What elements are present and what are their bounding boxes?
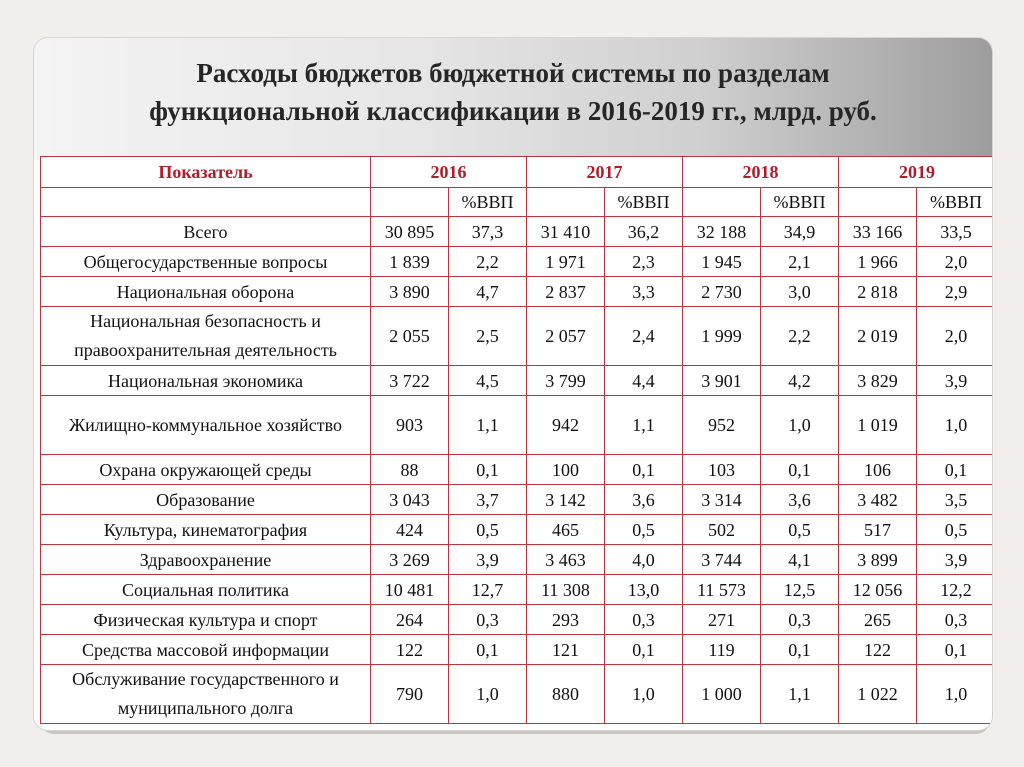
table-row: [41, 635, 993, 665]
table-row: [41, 605, 993, 635]
value-cell-pct-gdp: 0,1: [917, 455, 993, 485]
value-cell-amount: 1 999: [683, 307, 761, 366]
row-label: Образование: [41, 485, 371, 515]
value-cell-pct-gdp: 1,0: [917, 665, 993, 724]
header-row-units: [41, 188, 993, 217]
value-cell-amount: 880: [527, 665, 605, 724]
value-cell-pct-gdp: 3,0: [761, 277, 839, 307]
value-cell-pct-gdp: 3,3: [605, 277, 683, 307]
value-cell-amount: 32 188: [683, 217, 761, 247]
slide-title-line-1: Расходы бюджетов бюджетной системы по разделам: [196, 58, 830, 88]
value-cell-amount: 1 945: [683, 247, 761, 277]
value-cell-amount: 11 308: [527, 575, 605, 605]
value-cell-pct-gdp: 1,0: [761, 396, 839, 455]
value-cell-pct-gdp: 0,1: [917, 635, 993, 665]
value-cell-pct-gdp: 0,1: [449, 455, 527, 485]
value-cell-amount: 424: [371, 515, 449, 545]
row-label: Здравоохранение: [41, 545, 371, 575]
value-cell-amount: 1 019: [839, 396, 917, 455]
row-label: Национальная безопасность и правоохранительная деятельность: [41, 307, 371, 366]
value-cell-amount: 1 839: [371, 247, 449, 277]
value-cell-pct-gdp: 36,2: [605, 217, 683, 247]
value-cell-amount: 3 269: [371, 545, 449, 575]
value-cell-pct-gdp: 13,0: [605, 575, 683, 605]
slide-title: [34, 54, 992, 130]
value-cell-amount: 3 901: [683, 366, 761, 396]
value-cell-pct-gdp: 0,1: [605, 635, 683, 665]
table-row: [41, 485, 993, 515]
pct-gdp-header: %ВВП: [449, 188, 527, 217]
value-cell-pct-gdp: 12,7: [449, 575, 527, 605]
value-cell-amount: 88: [371, 455, 449, 485]
row-label: Социальная политика: [41, 575, 371, 605]
value-cell-amount: 3 744: [683, 545, 761, 575]
empty-header-cell: [371, 188, 449, 217]
value-cell-amount: 3 482: [839, 485, 917, 515]
value-cell-amount: 3 722: [371, 366, 449, 396]
table-row: [41, 665, 993, 724]
value-cell-pct-gdp: 2,4: [605, 307, 683, 366]
value-cell-amount: 265: [839, 605, 917, 635]
value-cell-amount: 2 818: [839, 277, 917, 307]
value-cell-amount: 264: [371, 605, 449, 635]
value-cell-amount: 3 314: [683, 485, 761, 515]
value-cell-pct-gdp: 1,0: [605, 665, 683, 724]
table-row: [41, 247, 993, 277]
value-cell-pct-gdp: 0,3: [449, 605, 527, 635]
table-row: [41, 366, 993, 396]
value-cell-amount: 2 057: [527, 307, 605, 366]
value-cell-pct-gdp: 0,5: [761, 515, 839, 545]
value-cell-amount: 3 043: [371, 485, 449, 515]
pct-gdp-header: %ВВП: [761, 188, 839, 217]
row-label: Физическая культура и спорт: [41, 605, 371, 635]
value-cell-pct-gdp: 0,3: [605, 605, 683, 635]
value-cell-amount: 31 410: [527, 217, 605, 247]
value-cell-amount: 2 019: [839, 307, 917, 366]
value-cell-pct-gdp: 3,9: [449, 545, 527, 575]
slide-title-line-2: функциональной классификации в 2016-2019 гг., млрд. руб.: [149, 96, 877, 126]
value-cell-amount: 1 966: [839, 247, 917, 277]
value-cell-amount: 11 573: [683, 575, 761, 605]
pct-gdp-header: %ВВП: [605, 188, 683, 217]
value-cell-pct-gdp: 3,9: [917, 545, 993, 575]
pct-gdp-header: %ВВП: [917, 188, 993, 217]
value-cell-amount: 3 463: [527, 545, 605, 575]
value-cell-amount: 122: [371, 635, 449, 665]
row-label: Национальная экономика: [41, 366, 371, 396]
value-cell-pct-gdp: 0,1: [449, 635, 527, 665]
value-cell-pct-gdp: 2,1: [761, 247, 839, 277]
value-cell-amount: 12 056: [839, 575, 917, 605]
value-cell-amount: 1 000: [683, 665, 761, 724]
value-cell-amount: 30 895: [371, 217, 449, 247]
row-label: Средства массовой информации: [41, 635, 371, 665]
value-cell-amount: 121: [527, 635, 605, 665]
value-cell-amount: 122: [839, 635, 917, 665]
value-cell-amount: 10 481: [371, 575, 449, 605]
value-cell-amount: 790: [371, 665, 449, 724]
value-cell-pct-gdp: 0,1: [761, 635, 839, 665]
value-cell-amount: 942: [527, 396, 605, 455]
value-cell-amount: 1 971: [527, 247, 605, 277]
value-cell-pct-gdp: 4,4: [605, 366, 683, 396]
value-cell-pct-gdp: 37,3: [449, 217, 527, 247]
value-cell-pct-gdp: 0,5: [605, 515, 683, 545]
value-cell-amount: 517: [839, 515, 917, 545]
year-header-2019: 2019: [839, 157, 993, 188]
value-cell-amount: 3 890: [371, 277, 449, 307]
table-row: [41, 575, 993, 605]
slide: [34, 38, 992, 730]
value-cell-pct-gdp: 4,5: [449, 366, 527, 396]
table-row: [41, 545, 993, 575]
value-cell-pct-gdp: 1,0: [449, 665, 527, 724]
value-cell-amount: 2 055: [371, 307, 449, 366]
value-cell-pct-gdp: 3,6: [605, 485, 683, 515]
row-label: Обслуживание государственного и муниципального долга: [41, 665, 371, 724]
value-cell-amount: 119: [683, 635, 761, 665]
value-cell-amount: 103: [683, 455, 761, 485]
value-cell-pct-gdp: 2,9: [917, 277, 993, 307]
value-cell-amount: 33 166: [839, 217, 917, 247]
table-row: [41, 515, 993, 545]
value-cell-pct-gdp: 34,9: [761, 217, 839, 247]
year-header-2016: 2016: [371, 157, 527, 188]
table-row: [41, 217, 993, 247]
value-cell-amount: 1 022: [839, 665, 917, 724]
value-cell-pct-gdp: 2,0: [917, 247, 993, 277]
value-cell-amount: 3 829: [839, 366, 917, 396]
value-cell-pct-gdp: 12,2: [917, 575, 993, 605]
value-cell-amount: 106: [839, 455, 917, 485]
row-label: Всего: [41, 217, 371, 247]
value-cell-pct-gdp: 12,5: [761, 575, 839, 605]
value-cell-pct-gdp: 33,5: [917, 217, 993, 247]
value-cell-amount: 3 142: [527, 485, 605, 515]
table-row: [41, 277, 993, 307]
empty-header-cell: [527, 188, 605, 217]
value-cell-pct-gdp: 2,2: [761, 307, 839, 366]
value-cell-pct-gdp: 0,1: [761, 455, 839, 485]
budget-table: [40, 156, 992, 724]
value-cell-amount: 2 837: [527, 277, 605, 307]
row-label: Общегосударственные вопросы: [41, 247, 371, 277]
value-cell-pct-gdp: 2,3: [605, 247, 683, 277]
value-cell-pct-gdp: 0,1: [605, 455, 683, 485]
value-cell-pct-gdp: 3,7: [449, 485, 527, 515]
value-cell-pct-gdp: 3,9: [917, 366, 993, 396]
value-cell-pct-gdp: 2,2: [449, 247, 527, 277]
value-cell-pct-gdp: 1,1: [449, 396, 527, 455]
table-row: [41, 307, 993, 366]
value-cell-amount: 502: [683, 515, 761, 545]
empty-header-cell: [839, 188, 917, 217]
value-cell-amount: 3 899: [839, 545, 917, 575]
value-cell-pct-gdp: 0,5: [449, 515, 527, 545]
value-cell-amount: 465: [527, 515, 605, 545]
indicator-header: Показатель: [41, 157, 371, 188]
value-cell-amount: 952: [683, 396, 761, 455]
value-cell-amount: 903: [371, 396, 449, 455]
header-row-years: [41, 157, 993, 188]
value-cell-pct-gdp: 3,6: [761, 485, 839, 515]
empty-header-cell: [41, 188, 371, 217]
value-cell-pct-gdp: 2,5: [449, 307, 527, 366]
value-cell-pct-gdp: 1,1: [605, 396, 683, 455]
value-cell-pct-gdp: 0,3: [917, 605, 993, 635]
value-cell-pct-gdp: 0,5: [917, 515, 993, 545]
value-cell-pct-gdp: 1,0: [917, 396, 993, 455]
value-cell-pct-gdp: 4,0: [605, 545, 683, 575]
value-cell-amount: 293: [527, 605, 605, 635]
value-cell-pct-gdp: 4,7: [449, 277, 527, 307]
value-cell-amount: 271: [683, 605, 761, 635]
table-row: [41, 455, 993, 485]
value-cell-pct-gdp: 2,0: [917, 307, 993, 366]
value-cell-pct-gdp: 4,2: [761, 366, 839, 396]
value-cell-pct-gdp: 3,5: [917, 485, 993, 515]
value-cell-pct-gdp: 4,1: [761, 545, 839, 575]
value-cell-pct-gdp: 0,3: [761, 605, 839, 635]
empty-header-cell: [683, 188, 761, 217]
year-header-2018: 2018: [683, 157, 839, 188]
year-header-2017: 2017: [527, 157, 683, 188]
row-label: Жилищно-коммунальное хозяйство: [41, 396, 371, 455]
value-cell-pct-gdp: 1,1: [761, 665, 839, 724]
table-row: [41, 396, 993, 455]
row-label: Национальная оборона: [41, 277, 371, 307]
value-cell-amount: 3 799: [527, 366, 605, 396]
row-label: Культура, кинематография: [41, 515, 371, 545]
value-cell-amount: 100: [527, 455, 605, 485]
value-cell-amount: 2 730: [683, 277, 761, 307]
row-label: Охрана окружающей среды: [41, 455, 371, 485]
